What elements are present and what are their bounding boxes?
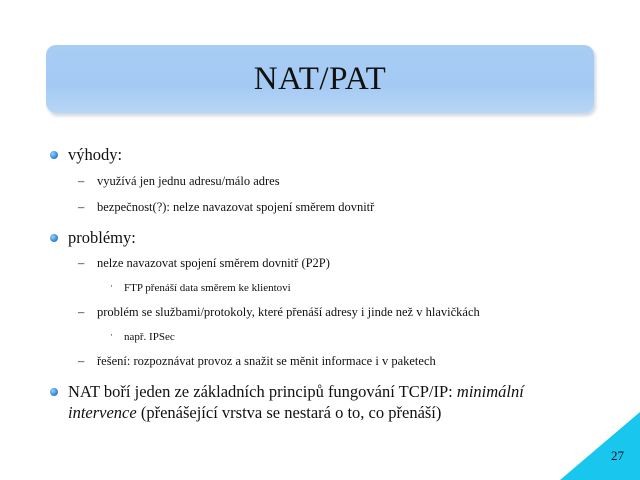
- sub-bullet-text: bezpečnost(?): nelze navazovat spojení směrem dovnitř: [97, 200, 375, 214]
- dash-marker: –: [78, 354, 85, 368]
- slide-title: NAT/PAT: [253, 60, 387, 97]
- sub-bullet-text: nelze navazovat spojení směrem dovnitř (P2P): [97, 256, 330, 270]
- dash-marker: –: [78, 305, 85, 319]
- sub-sub-bullet-text: FTP přenáší data směrem ke klientovi: [124, 282, 291, 294]
- bullet-text-suffix: (přenášející vrstva se nestará o to, co přenáší): [136, 403, 442, 422]
- bullet-text: výhody:: [68, 145, 123, 164]
- bullet-dot-icon: [50, 234, 58, 242]
- bullet-dot-icon: [50, 388, 58, 396]
- bullet-text-emphasis: intervence: [68, 403, 137, 422]
- bullet-text-emphasis: minimální: [456, 382, 524, 401]
- sub-sub-bullet-text: např. IPSec: [124, 331, 175, 343]
- bullet-text-line-1: [68, 382, 524, 402]
- page-number: 27: [611, 448, 624, 463]
- dash-marker: –: [78, 174, 85, 188]
- sub-bullet-text: řešení: rozpoznávat provoz a snažit se měnit informace i v paketech: [97, 354, 436, 368]
- dot-marker: ·: [110, 330, 113, 340]
- corner-decoration: [560, 412, 640, 480]
- dash-marker: –: [78, 200, 85, 214]
- bullet-text-line-2: [68, 403, 441, 423]
- dot-marker: ·: [110, 281, 113, 291]
- sub-bullet-text: problém se službami/protokoly, které přenáší adresy i jinde než v hlavičkách: [97, 305, 480, 319]
- bullet-text: problémy:: [68, 228, 136, 247]
- bullet-dot-icon: [50, 151, 58, 159]
- bullet-text-prefix: NAT boří jeden ze základních principů fungování TCP/IP:: [68, 382, 457, 401]
- sub-bullet-text: využívá jen jednu adresu/málo adres: [97, 174, 280, 188]
- dash-marker: –: [78, 256, 85, 270]
